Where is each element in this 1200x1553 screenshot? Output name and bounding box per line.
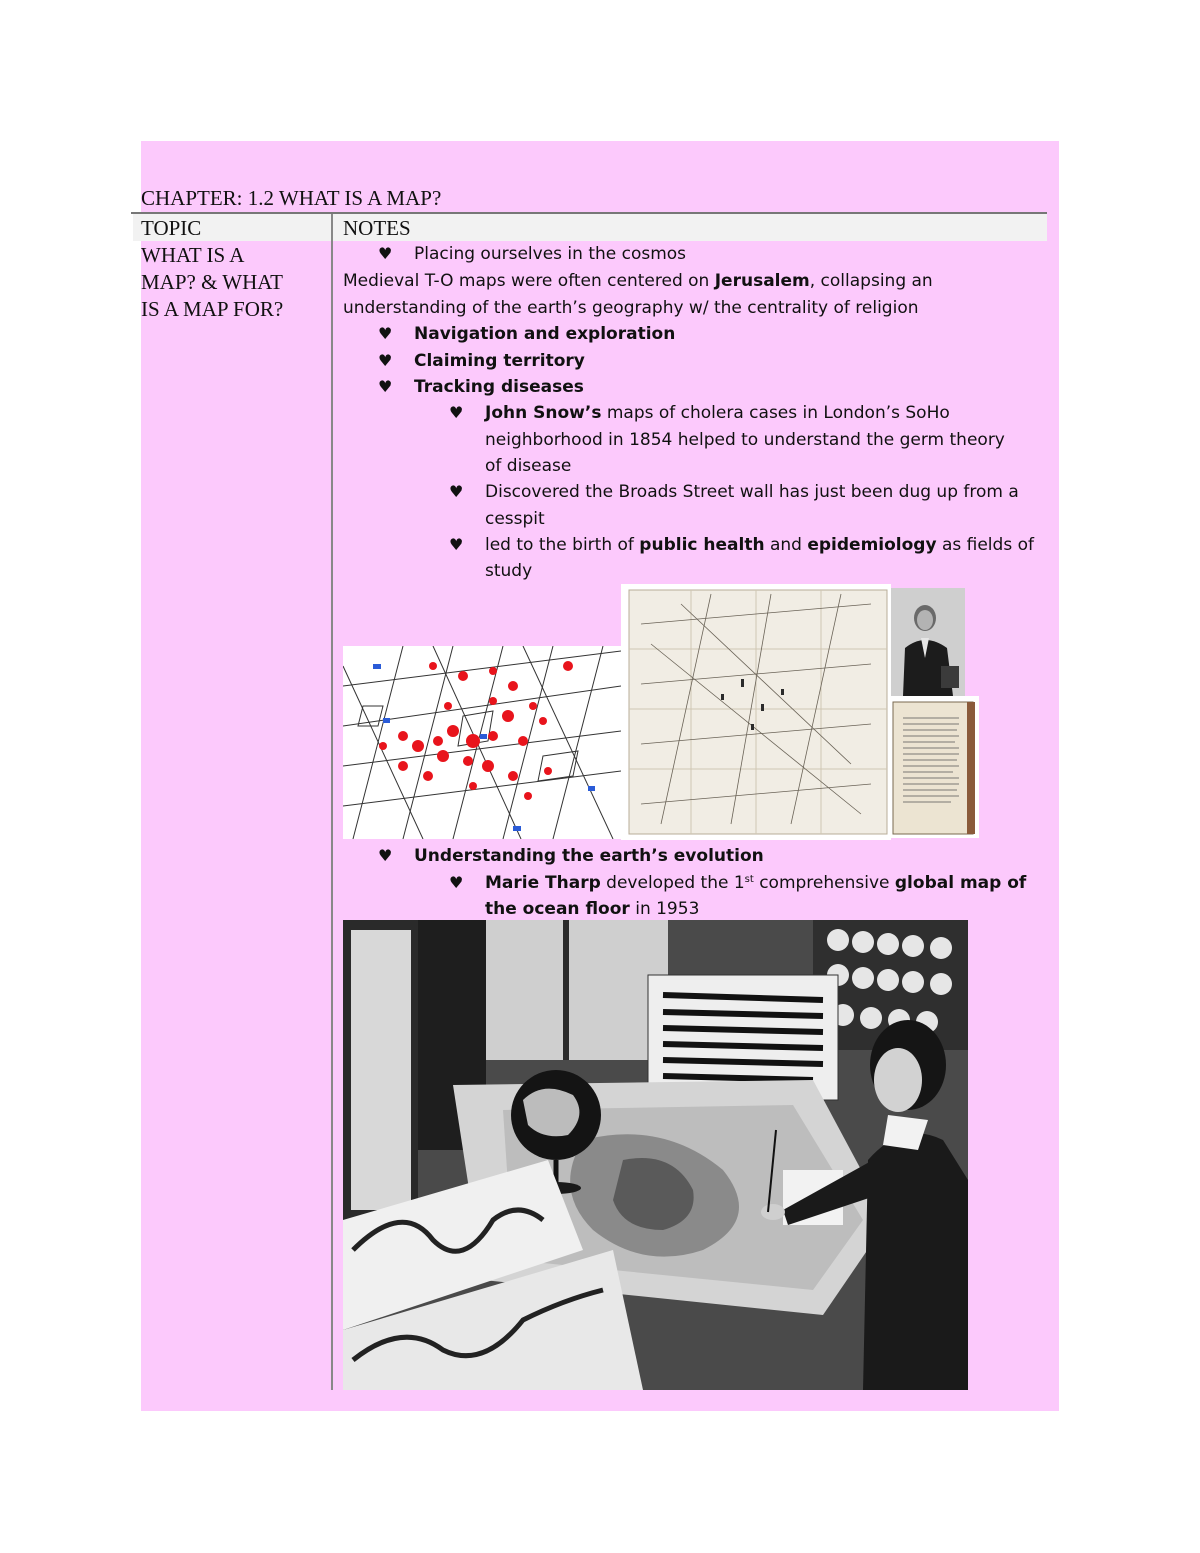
note-earth-evolution: Understanding the earth’s evolution bbox=[414, 846, 764, 866]
note-broad-street-line1: Discovered the Broads Street wall has just been dug up from a bbox=[485, 482, 1019, 502]
column-divider bbox=[331, 214, 333, 1390]
book-page-image bbox=[891, 696, 979, 838]
marie-tharp-photo bbox=[343, 920, 968, 1390]
topic-line: WHAT IS A bbox=[141, 243, 245, 267]
note-placing-ourselves: Placing ourselves in the cosmos bbox=[414, 244, 687, 264]
note-public-health-line2: study bbox=[485, 561, 533, 581]
topic-line: MAP? & WHAT bbox=[141, 270, 283, 294]
heart-bullet-icon: ♥ bbox=[449, 535, 464, 554]
notes-header: NOTES bbox=[343, 216, 411, 240]
john-snow-portrait bbox=[891, 588, 965, 696]
note-navigation: Navigation and exploration bbox=[414, 324, 676, 344]
note-marie-tharp-line2: the ocean floor in 1953 bbox=[485, 899, 700, 919]
note-public-health-line1: led to the birth of public health and epidemiology as fields of bbox=[485, 535, 1034, 555]
note-claiming-territory: Claiming territory bbox=[414, 351, 585, 371]
note-broad-street-line2: cesspit bbox=[485, 509, 545, 529]
heart-bullet-icon: ♥ bbox=[378, 324, 393, 343]
cholera-map-image bbox=[343, 646, 621, 839]
original-cholera-map-photo bbox=[621, 584, 891, 840]
topic-header: TOPIC bbox=[141, 216, 202, 240]
note-john-snow-line3: of disease bbox=[485, 456, 572, 476]
heart-bullet-icon: ♥ bbox=[449, 403, 464, 422]
note-tracking-diseases: Tracking diseases bbox=[414, 377, 584, 397]
note-john-snow-line1: John Snow’s maps of cholera cases in London’s SoHo bbox=[485, 403, 950, 423]
chapter-title: CHAPTER: 1.2 WHAT IS A MAP? bbox=[141, 186, 442, 210]
note-john-snow-line2: neighborhood in 1854 helped to understand the germ theory bbox=[485, 430, 1005, 450]
note-medieval-line2: understanding of the earth’s geography w/ the centrality of religion bbox=[343, 298, 919, 318]
note-marie-tharp-line1: Marie Tharp developed the 1st comprehensive global map of bbox=[485, 873, 1027, 893]
heart-bullet-icon: ♥ bbox=[449, 873, 464, 892]
heart-bullet-icon: ♥ bbox=[378, 351, 393, 370]
topic-cell bbox=[141, 242, 326, 323]
note-medieval-line1: Medieval T-O maps were often centered on Jerusalem, collapsing an bbox=[343, 271, 933, 291]
heart-bullet-icon: ♥ bbox=[378, 846, 393, 865]
table-header-row bbox=[133, 214, 1047, 241]
heart-bullet-icon: ♥ bbox=[378, 244, 393, 263]
heart-bullet-icon: ♥ bbox=[449, 482, 464, 501]
heart-bullet-icon: ♥ bbox=[378, 377, 393, 396]
topic-line: IS A MAP FOR? bbox=[141, 297, 284, 321]
